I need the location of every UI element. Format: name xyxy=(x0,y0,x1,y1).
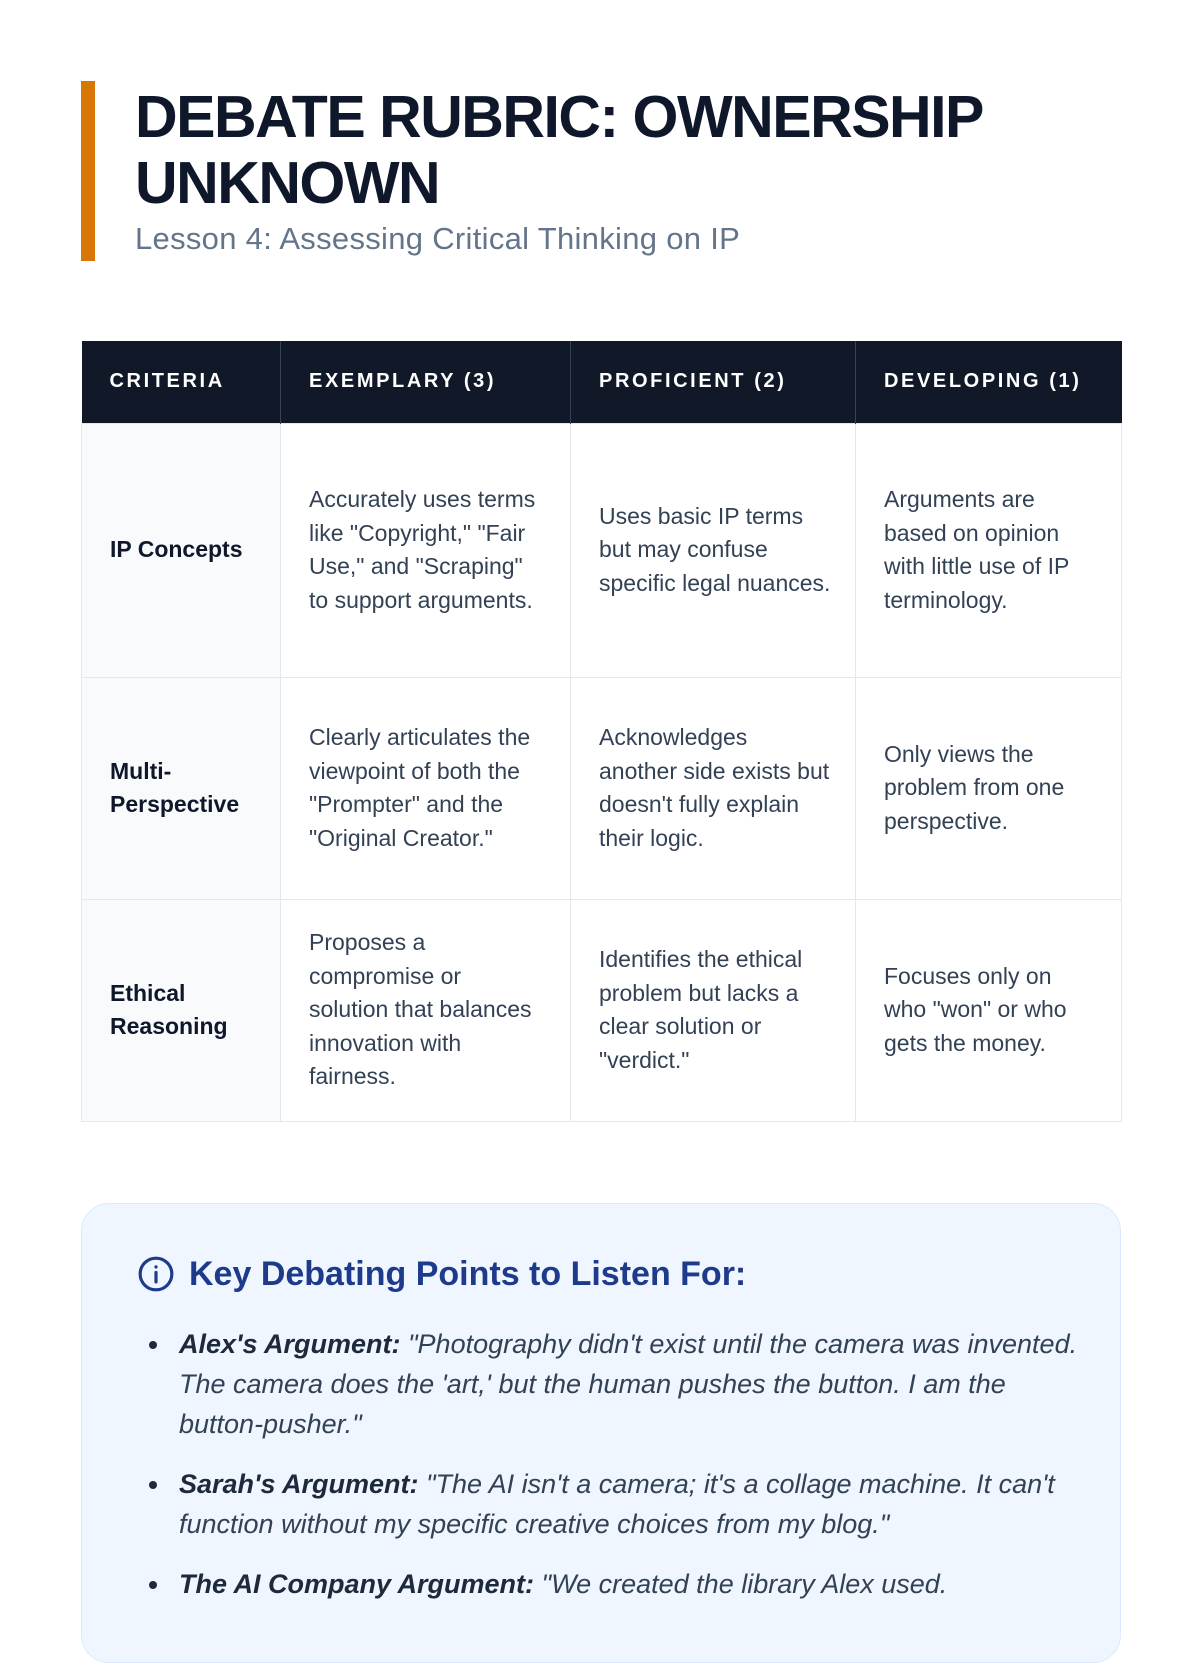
argument-quote: "The AI isn't a camera; it's a collage machine. It can't function without my specific creative choices from my blog." xyxy=(179,1469,1055,1539)
page-title: DEBATE RUBRIC: OWNERSHIP UNKNOWN xyxy=(135,84,982,216)
rubric-table xyxy=(81,341,1122,1122)
proficient-cell: Uses basic IP terms but may confuse specific legal nuances. xyxy=(571,423,856,677)
rubric-header xyxy=(82,341,1122,423)
exemplary-cell: Clearly articulates the viewpoint of both the "Prompter" and the "Original Creator." xyxy=(281,677,571,899)
bullet-icon xyxy=(149,1341,157,1349)
bullet-icon xyxy=(149,1581,157,1589)
speaker-label: The AI Company Argument: xyxy=(179,1569,542,1599)
key-points-list xyxy=(137,1324,1080,1604)
page-header xyxy=(81,81,1121,261)
argument-quote: "Photography didn't exist until the camera was invented. The camera does the 'art,' but the human pushes the button. I am the button-pusher." xyxy=(179,1329,1078,1439)
rubric-body xyxy=(82,423,1122,1121)
criteria-cell: Multi-Perspective xyxy=(82,677,281,899)
speaker-label: Sarah's Argument: xyxy=(179,1469,426,1499)
column-header-developing: DEVELOPING (1) xyxy=(856,341,1122,423)
developing-cell: Arguments are based on opinion with little use of IP terminology. xyxy=(856,423,1122,677)
argument-quote: "We created the library Alex used. xyxy=(541,1569,948,1599)
table-row xyxy=(82,899,1122,1121)
info-icon xyxy=(137,1255,175,1293)
key-points-box xyxy=(81,1203,1121,1663)
table-row xyxy=(82,423,1122,677)
proficient-cell: Identifies the ethical problem but lacks a clear solution or "verdict." xyxy=(571,899,856,1121)
column-header-criteria: CRITERIA xyxy=(82,341,281,423)
speaker-label: Alex's Argument: xyxy=(179,1329,408,1359)
key-points-heading xyxy=(137,1254,1080,1294)
exemplary-cell: Proposes a compromise or solution that balances innovation with fairness. xyxy=(281,899,571,1121)
criteria-cell: Ethical Reasoning xyxy=(82,899,281,1121)
list-item xyxy=(137,1564,1080,1604)
developing-cell: Only views the problem from one perspective. xyxy=(856,677,1122,899)
list-item xyxy=(137,1324,1080,1444)
rubric-header-row xyxy=(82,341,1122,423)
table-row xyxy=(82,677,1122,899)
page-subtitle: Lesson 4: Assessing Critical Thinking on IP xyxy=(135,221,741,256)
proficient-cell: Acknowledges another side exists but doesn't fully explain their logic. xyxy=(571,677,856,899)
exemplary-cell: Accurately uses terms like "Copyright," "Fair Use," and "Scraping" to support arguments. xyxy=(281,423,571,677)
bullet-icon xyxy=(149,1481,157,1489)
list-item xyxy=(137,1464,1080,1544)
key-points-title: Key Debating Points to Listen For: xyxy=(189,1255,747,1293)
column-header-proficient: PROFICIENT (2) xyxy=(571,341,856,423)
criteria-cell: IP Concepts xyxy=(82,423,281,677)
developing-cell: Focuses only on who "won" or who gets the money. xyxy=(856,899,1122,1121)
column-header-exemplary: EXEMPLARY (3) xyxy=(281,341,571,423)
